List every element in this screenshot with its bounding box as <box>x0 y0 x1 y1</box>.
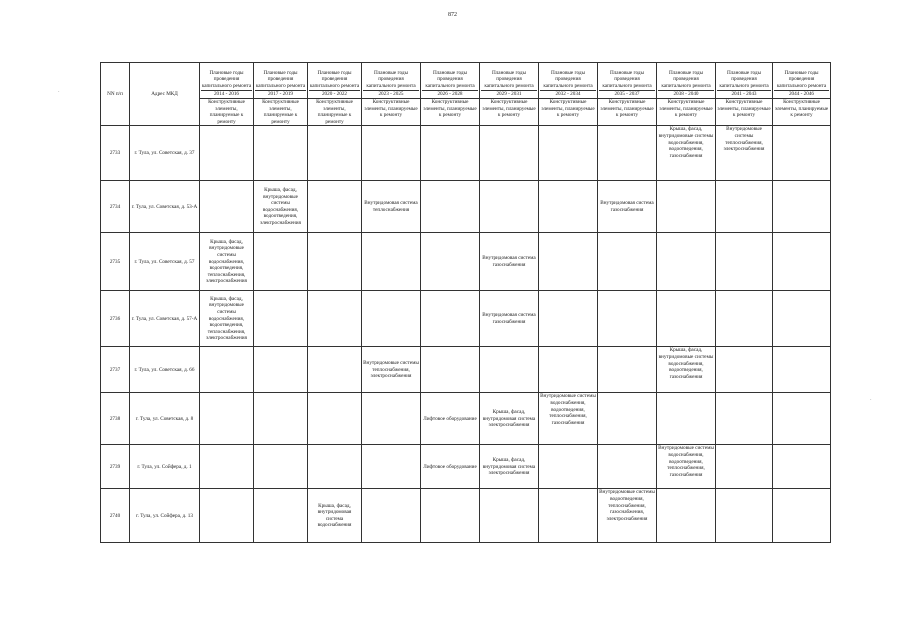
period-caption: Плановые годы проведения капитального ремонта <box>201 69 252 89</box>
repair-cell <box>657 489 716 543</box>
column-header-address: Адрес МКД <box>130 63 200 126</box>
period-years: 2026 - 2028 <box>422 90 478 98</box>
repair-cell <box>539 489 598 543</box>
repair-cell <box>308 181 362 233</box>
repair-cell: Крыша, фасад, внутридомовые системы водоснабжения, водоотведения, теплоснабжения, электроснабжения <box>200 233 254 291</box>
repair-cell: Крыша, фасад, внутридомовая система электроснабжения <box>480 393 539 445</box>
column-header-period <box>773 63 831 99</box>
repair-cell <box>716 489 773 543</box>
column-header-elements: Конструктивные элементы, планируемые к ремонту <box>362 99 421 126</box>
row-number: 2739 <box>101 445 130 489</box>
repair-cell <box>421 126 480 181</box>
column-header-elements: Конструктивные элементы, планируемые к ремонту <box>773 99 831 126</box>
column-header-period <box>539 63 598 99</box>
repair-cell <box>716 393 773 445</box>
repair-cell <box>362 445 421 489</box>
table-row <box>101 126 831 181</box>
repair-cell <box>254 291 308 347</box>
repair-cell <box>200 181 254 233</box>
repair-cell: Крыша, фасад, внутридомовые системы водоснабжения, водоотведения, теплоснабжения, электроснабжения <box>200 291 254 347</box>
row-number: 2735 <box>101 233 130 291</box>
repair-cell <box>200 347 254 393</box>
scan-mark: · <box>870 398 872 403</box>
repair-cell <box>200 489 254 543</box>
column-header-period <box>421 63 480 99</box>
row-address: г. Тула, ул. Советская, д. 8 <box>130 393 200 445</box>
repair-cell <box>254 233 308 291</box>
repair-cell: Внутридомовая система теплоснабжения <box>362 181 421 233</box>
repair-cell <box>773 393 831 445</box>
column-header-num: NN п/п <box>101 63 130 126</box>
repair-cell <box>598 393 657 445</box>
row-address: г. Тула, ул. Советская, д. 66 <box>130 347 200 393</box>
row-number: 2734 <box>101 181 130 233</box>
repair-cell <box>254 347 308 393</box>
table-row <box>101 489 831 543</box>
column-header-elements: Конструктивные элементы, планируемые к ремонту <box>421 99 480 126</box>
period-years: 2020 - 2022 <box>309 90 360 98</box>
repair-cell <box>773 181 831 233</box>
repair-cell <box>308 291 362 347</box>
scan-mark: · <box>58 90 60 95</box>
repair-cell: Внутридомовая система газоснабжения <box>480 233 539 291</box>
repair-cell <box>362 393 421 445</box>
repair-cell <box>539 291 598 347</box>
repair-cell <box>421 233 480 291</box>
period-caption: Плановые годы проведения капитального ремонта <box>543 69 593 89</box>
period-caption: Плановые годы проведения капитального ремонта <box>366 69 416 89</box>
repair-cell <box>308 445 362 489</box>
repair-cell <box>598 347 657 393</box>
repair-cell <box>773 126 831 181</box>
period-caption: Плановые годы проведения капитального ремонта <box>661 69 711 89</box>
row-address: г. Тула, ул. Советская, д. 57 <box>130 233 200 291</box>
repair-cell <box>480 181 539 233</box>
repair-cell <box>308 347 362 393</box>
repair-cell <box>421 347 480 393</box>
repair-cell <box>308 233 362 291</box>
repair-cell: Внутридомовые системы теплоснабжения, электроснабжения <box>716 126 773 181</box>
repair-cell <box>657 291 716 347</box>
period-years: 2038 - 2040 <box>658 90 714 98</box>
column-header-period <box>254 63 308 99</box>
table-row <box>101 233 831 291</box>
repair-cell <box>716 445 773 489</box>
column-header-elements: Конструктивные элементы, планируемые к ремонту <box>308 99 362 126</box>
repair-cell <box>480 347 539 393</box>
repair-cell <box>716 233 773 291</box>
table-row <box>101 347 831 393</box>
repair-cell <box>598 291 657 347</box>
repair-cell <box>598 233 657 291</box>
page-number: 872 <box>448 12 457 18</box>
repair-cell <box>539 126 598 181</box>
row-address: г. Тула, ул. Советская, д. 53-А <box>130 181 200 233</box>
repair-cell <box>200 445 254 489</box>
column-header-period <box>200 63 254 99</box>
repair-cell <box>254 126 308 181</box>
row-address: г. Тула, ул. Сойфера, д. 13 <box>130 489 200 543</box>
column-header-period <box>362 63 421 99</box>
repair-cell <box>657 393 716 445</box>
period-caption: Плановые годы проведения капитального ремонта <box>484 69 534 89</box>
period-years: 2017 - 2019 <box>255 90 306 98</box>
column-header-period <box>657 63 716 99</box>
repair-cell: Лифтовое оборудование <box>421 445 480 489</box>
period-caption: Плановые годы проведения капитального ремонта <box>425 69 475 89</box>
row-number: 2733 <box>101 126 130 181</box>
capital-repair-table <box>100 62 831 543</box>
repair-cell <box>308 126 362 181</box>
repair-cell <box>362 126 421 181</box>
repair-cell <box>773 233 831 291</box>
period-years: 2014 - 2016 <box>201 90 252 98</box>
repair-cell <box>716 291 773 347</box>
repair-cell <box>200 393 254 445</box>
row-number: 2736 <box>101 291 130 347</box>
column-header-elements: Конструктивные элементы, планируемые к ремонту <box>254 99 308 126</box>
period-years: 2044 - 2046 <box>774 90 829 98</box>
period-years: 2029 - 2031 <box>481 90 537 98</box>
repair-cell <box>539 445 598 489</box>
repair-cell: Внутридомовая система газоснабжения <box>480 291 539 347</box>
table-row <box>101 291 831 347</box>
period-caption: Плановые годы проведения капитального ремонта <box>255 69 306 89</box>
repair-cell: Внутридомовые системы водоснабжения, водоотведения, теплоснабжения, газоснабжения <box>657 445 716 489</box>
repair-cell <box>657 181 716 233</box>
repair-cell <box>421 291 480 347</box>
repair-cell <box>421 181 480 233</box>
table-row <box>101 181 831 233</box>
repair-cell <box>200 126 254 181</box>
repair-cell <box>716 347 773 393</box>
repair-cell <box>657 233 716 291</box>
repair-cell <box>362 233 421 291</box>
repair-cell <box>773 445 831 489</box>
repair-cell: Лифтовое оборудование <box>421 393 480 445</box>
column-header-period <box>480 63 539 99</box>
repair-cell <box>598 445 657 489</box>
row-address: г. Тула, ул. Советская, д. 57-А <box>130 291 200 347</box>
row-number: 2738 <box>101 393 130 445</box>
period-caption: Плановые годы проведения капитального ремонта <box>719 69 769 89</box>
row-address: г. Тула, ул. Сойфера, д. 1 <box>130 445 200 489</box>
repair-cell: Крыша, фасад, внутридомовая система водоснабжения <box>308 489 362 543</box>
repair-cell <box>716 181 773 233</box>
row-number: 2740 <box>101 489 130 543</box>
row-address: г. Тула, ул. Советская, д. 37 <box>130 126 200 181</box>
column-header-elements: Конструктивные элементы, планируемые к ремонту <box>598 99 657 126</box>
repair-cell <box>254 489 308 543</box>
repair-cell: Внутридомовые системы теплоснабжения, электроснабжения <box>362 347 421 393</box>
column-header-elements: Конструктивные элементы, планируемые к ремонту <box>716 99 773 126</box>
period-caption: Плановые годы проведения капитального ремонта <box>776 69 827 89</box>
column-header-period <box>308 63 362 99</box>
repair-cell <box>773 291 831 347</box>
repair-cell <box>362 291 421 347</box>
repair-cell <box>254 445 308 489</box>
repair-cell <box>598 126 657 181</box>
table-row <box>101 393 831 445</box>
column-header-elements: Конструктивные элементы, планируемые к ремонту <box>657 99 716 126</box>
repair-cell <box>480 126 539 181</box>
repair-cell: Внутридомовые системы водоотведения, теплоснабжения, газоснабжения, электроснабжения <box>598 489 657 543</box>
repair-cell <box>254 393 308 445</box>
column-header-period <box>598 63 657 99</box>
column-header-period <box>716 63 773 99</box>
repair-cell: Крыша, фасад, внутридомовые системы водоснабжения, водоотведения, газоснабжения <box>657 126 716 181</box>
repair-cell: Внутридомовые системы водоснабжения, водоотведения, теплоснабжения, газоснабжения <box>539 393 598 445</box>
repair-cell <box>773 347 831 393</box>
column-header-elements: Конструктивные элементы, планируемые к ремонту <box>539 99 598 126</box>
repair-cell: Внутридомовая система газоснабжения <box>598 181 657 233</box>
repair-cell: Крыша, фасад, внутридомовые системы водоснабжения, водоотведения, газоснабжения <box>657 347 716 393</box>
period-years: 2023 - 2025 <box>363 90 419 98</box>
repair-cell <box>480 489 539 543</box>
repair-cell: Крыша, фасад, внутридомовые системы водоснабжения, водоотведения, электроснабжения <box>254 181 308 233</box>
period-years: 2032 - 2034 <box>540 90 596 98</box>
repair-cell <box>362 489 421 543</box>
period-years: 2041 - 2043 <box>717 90 771 98</box>
period-caption: Плановые годы проведения капитального ремонта <box>602 69 652 89</box>
table-row <box>101 445 831 489</box>
repair-cell <box>773 489 831 543</box>
period-years: 2035 - 2037 <box>599 90 655 98</box>
repair-cell: Крыша, фасад, внутридомовая система электроснабжения <box>480 445 539 489</box>
column-header-elements: Конструктивные элементы, планируемые к ремонту <box>480 99 539 126</box>
repair-cell <box>421 489 480 543</box>
repair-cell <box>539 233 598 291</box>
repair-cell <box>539 181 598 233</box>
repair-cell <box>308 393 362 445</box>
column-header-elements: Конструктивные элементы, планируемые к ремонту <box>200 99 254 126</box>
repair-cell <box>539 347 598 393</box>
period-caption: Плановые годы проведения капитального ремонта <box>309 69 360 89</box>
row-number: 2737 <box>101 347 130 393</box>
